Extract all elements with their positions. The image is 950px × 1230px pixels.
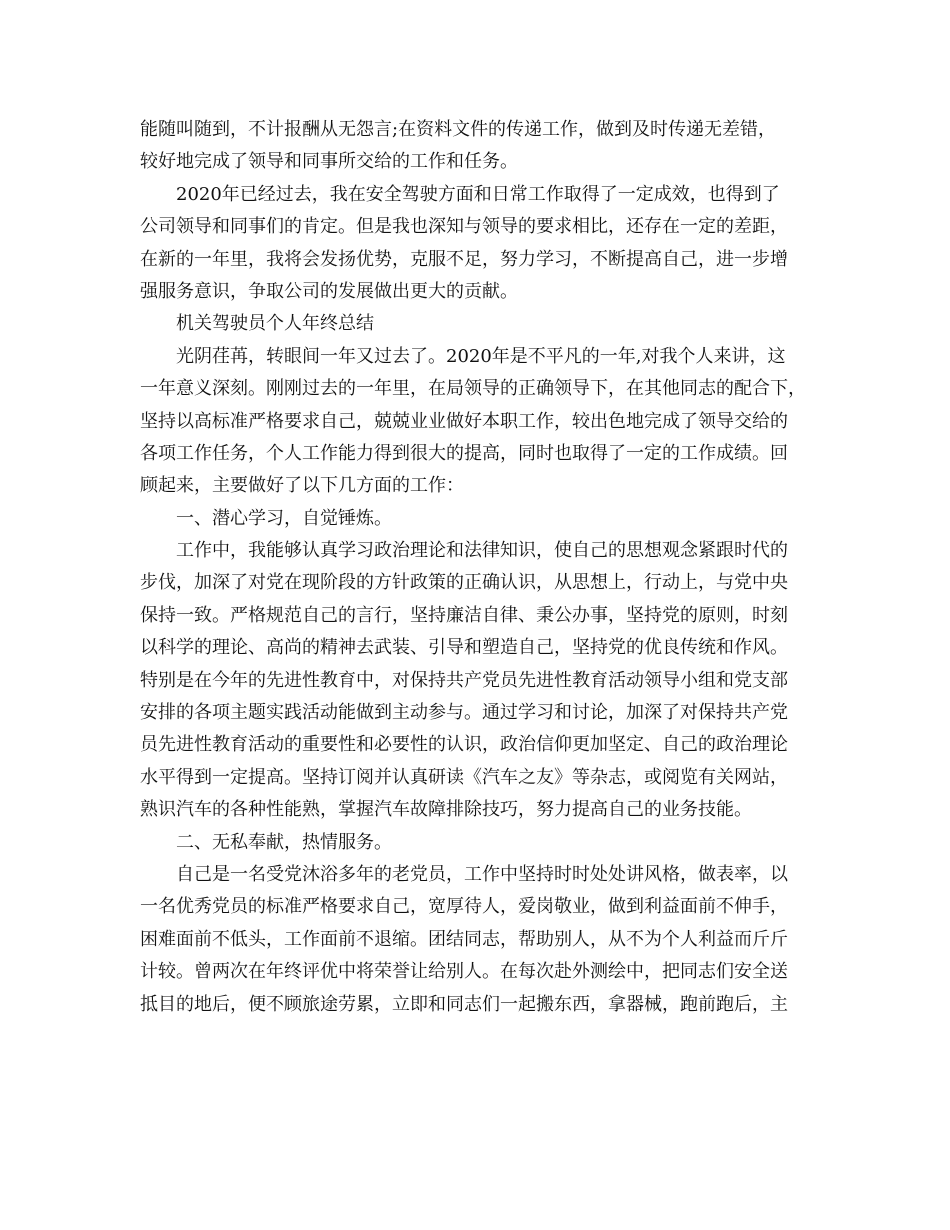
text-line: 坚持以高标准严格要求自己，兢兢业业做好本职工作，较出色地完成了领导交给的 xyxy=(140,410,788,432)
text-line: 一、潜心学习，自觉锤炼。 xyxy=(176,507,392,529)
text-line: 公司领导和同事们的肯定。但是我也深知与领导的要求相比，还存在一定的差距， xyxy=(140,216,788,238)
text-line: 抵目的地后，便不顾旅途劳累，立即和同志们一起搬东西，拿器械，跑前跑后，主 xyxy=(140,993,788,1015)
text-line: 特别是在今年的先进性教育中，对保持共产党员先进性教育活动领导小组和党支部 xyxy=(140,669,788,691)
text-line: 顾起来，主要做好了以下几方面的工作： xyxy=(140,475,464,497)
text-line: 步伐，加深了对党在现阶段的方针政策的正确认识，从思想上，行动上，与党中央 xyxy=(140,572,788,594)
text-line: 2020年已经过去，我在安全驾驶方面和日常工作取得了一定成效，也得到了 xyxy=(176,183,780,205)
text-line: 二、无私奉献，热情服务。 xyxy=(176,831,392,853)
text-line: 保持一致。严格规范自己的言行，坚持廉洁自律、秉公办事，坚持党的原则，时刻 xyxy=(140,604,788,626)
text-line: 熟识汽车的各种性能熟，掌握汽车故障排除技巧，努力提高自己的业务技能。 xyxy=(140,799,752,821)
text-line: 各项工作任务，个人工作能力得到很大的提高，同时也取得了一定的工作成绩。回 xyxy=(140,442,788,464)
text-line: 以科学的理论、高尚的精神去武装、引导和塑造自己，坚持党的优良传统和作风。 xyxy=(140,637,788,659)
text-line: 一名优秀党员的标准严格要求自己，宽厚待人，爱岗敬业，做到利益面前不伸手， xyxy=(140,896,788,918)
text-line: 光阴荏苒，转眼间一年又过去了。2020年是不平凡的一年,对我个人来讲，这 xyxy=(176,345,786,367)
text-line: 自己是一名受党沐浴多年的老党员，工作中坚持时时处处讲风格，做表率，以 xyxy=(176,863,788,885)
text-line: 工作中，我能够认真学习政治理论和法律知识，使自己的思想观念紧跟时代的 xyxy=(176,540,788,562)
text-line: 较好地完成了领导和同事所交给的工作和任务。 xyxy=(140,151,518,173)
document-body xyxy=(140,114,820,1021)
text-line: 困难面前不低头，工作面前不退缩。团结同志，帮助别人，从不为个人利益而斤斤 xyxy=(140,928,788,950)
text-line: 一年意义深刻。刚刚过去的一年里，在局领导的正确领导下，在其他同志的配合下， xyxy=(140,378,806,400)
text-line: 强服务意识，争取公司的发展做出更大的贡献。 xyxy=(140,280,518,302)
text-line: 机关驾驶员个人年终总结 xyxy=(176,313,374,335)
text-line: 能随叫随到，不计报酬从无怨言;在资料文件的传递工作，做到及时传递无差错， xyxy=(140,119,777,140)
text-line: 水平得到一定提高。坚持订阅并认真研读《汽车之友》等杂志，或阅览有关网站， xyxy=(140,766,788,788)
text-line: 在新的一年里，我将会发扬优势，克服不足，努力学习，不断提高自己，进一步增 xyxy=(140,248,788,270)
text-line: 员先进性教育活动的重要性和必要性的认识，政治信仰更加坚定、自己的政治理论 xyxy=(140,734,788,756)
text-line: 计较。曾两次在年终评优中将荣誉让给别人。在每次赴外测绘中，把同志们安全送 xyxy=(140,961,788,983)
text-line: 安排的各项主题实践活动能做到主动参与。通过学习和讨论，加深了对保持共产党 xyxy=(140,702,788,724)
